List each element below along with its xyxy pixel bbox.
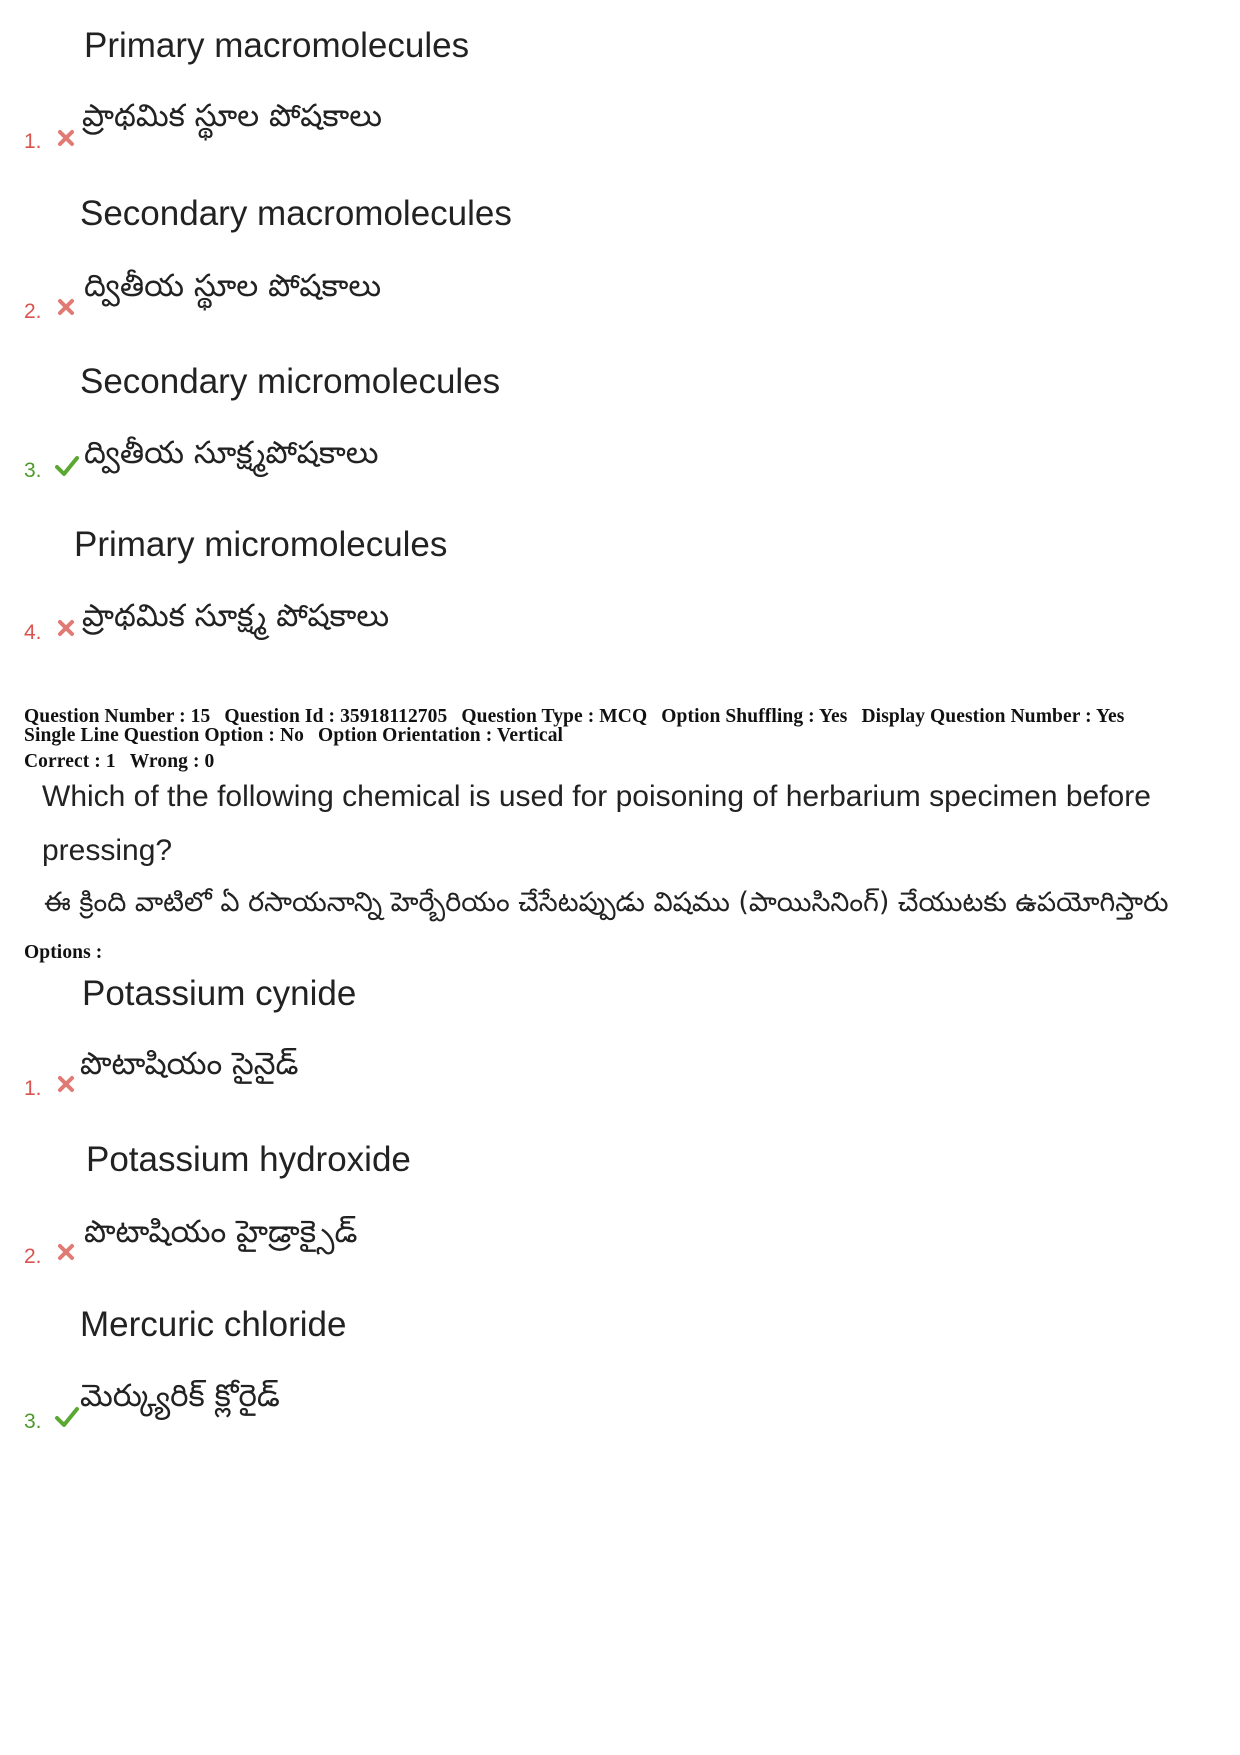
meta-question-number: Question Number : 15 xyxy=(24,706,211,727)
option-english: Secondary micromolecules xyxy=(80,362,501,401)
correct-check-icon xyxy=(54,453,80,479)
option-english: Secondary macromolecules xyxy=(80,194,512,233)
meta-question-id: Question Id : 35918112705 xyxy=(224,706,448,727)
meta-display-question-number: Display Question Number : Yes xyxy=(861,706,1125,727)
wrong-cross-icon xyxy=(54,295,78,319)
option-number: 2. xyxy=(24,1245,42,1268)
wrong-cross-icon xyxy=(54,1072,78,1096)
option-telugu: ప్రాథమిక సూక్ష్మ పోషకాలు xyxy=(82,598,390,634)
wrong-cross-icon xyxy=(54,126,78,150)
meta-option-orientation: Option Orientation : Vertical xyxy=(318,725,564,746)
correct-check-icon xyxy=(54,1404,80,1430)
option-telugu: పొటాషియం సైనైడ్ xyxy=(80,1046,299,1082)
question-text-line-2: pressing? xyxy=(42,834,173,867)
option-english: Primary macromolecules xyxy=(84,26,470,65)
meta-question-type: Question Type : MCQ xyxy=(461,706,648,727)
option-telugu: మెర్క్యురిక్ క్లోరైడ్ xyxy=(80,1378,280,1414)
option-telugu: ద్వితీయ సూక్ష్మపోషకాలు xyxy=(84,435,379,471)
option-english: Primary micromolecules xyxy=(74,525,448,564)
option-number: 3. xyxy=(24,1410,42,1433)
wrong-cross-icon xyxy=(54,1240,78,1264)
meta-option-shuffling: Option Shuffling : Yes xyxy=(661,706,848,727)
option-english: Potassium hydroxide xyxy=(86,1140,411,1179)
option-english: Mercuric chloride xyxy=(80,1305,347,1344)
option-telugu: ద్వితీయ స్థూల పోషకాలు xyxy=(84,268,382,304)
wrong-marks: Wrong : 0 xyxy=(129,751,215,772)
option-number: 3. xyxy=(24,459,42,482)
option-telugu: పొటాషియం హైడ్రాక్సైడ్ xyxy=(84,1214,358,1250)
option-number: 1. xyxy=(24,1077,42,1100)
option-number: 1. xyxy=(24,130,42,153)
correct-marks: Correct : 1 xyxy=(24,751,116,772)
wrong-cross-icon xyxy=(54,616,78,640)
question-text-english xyxy=(42,770,1202,878)
option-number: 4. xyxy=(24,621,42,644)
option-telugu: ప్రాథమిక స్థూల పోషకాలు xyxy=(82,98,382,134)
question-text-telugu: ఈ క్రింది వాటిలో ఏ రసాయనాన్ని హెర్బేరియం చేసేటప్పుడు విషము (పాయిసినింగ్) చేయుటకు ఉపయోగిస్తారు xyxy=(44,887,1169,918)
question-meta-line-2 xyxy=(24,725,577,747)
options-label: Options : xyxy=(24,942,103,963)
meta-single-line-option: Single Line Question Option : No xyxy=(24,725,305,746)
option-number: 2. xyxy=(24,300,42,323)
option-english: Potassium cynide xyxy=(82,974,357,1013)
question-text-line-1: Which of the following chemical is used for poisoning of herbarium specimen before xyxy=(42,780,1151,813)
